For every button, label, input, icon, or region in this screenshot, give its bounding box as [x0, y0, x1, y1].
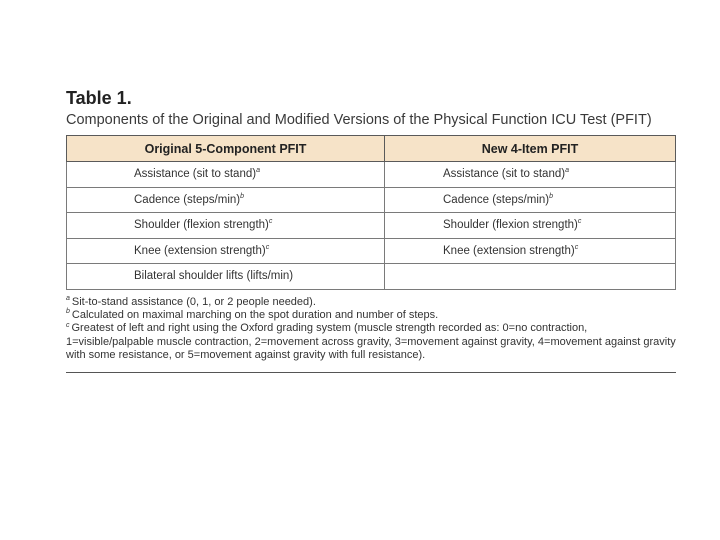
cell-new: Assistance (sit to stand)$^a$: [385, 162, 676, 188]
table-row: [67, 213, 676, 239]
footnote-a: $^a$ Sit-to-stand assistance (0, 1, or 2 people needed).: [66, 294, 316, 308]
cell-new: Cadence (steps/min)$^b$: [385, 187, 676, 213]
cell-new: Knee (extension strength)$^c$: [385, 238, 676, 264]
footnote-mark: a: [565, 167, 569, 175]
footnote-mark: c: [268, 218, 273, 226]
pfit-table: [66, 135, 676, 290]
cell-original: Shoulder (flexion strength)$^c$: [67, 213, 385, 239]
cell-new-empty: [385, 264, 676, 290]
footnote-mark: c: [66, 321, 70, 329]
document: [66, 88, 676, 373]
table-row: [67, 238, 676, 264]
table-row: [67, 162, 676, 188]
header-new: New 4-Item PFIT: [385, 136, 676, 162]
footnote-mark: c: [265, 243, 270, 251]
footnote-mark: a: [256, 167, 260, 175]
cell-new: Shoulder (flexion strength)$^c$: [385, 213, 676, 239]
table-row: [67, 187, 676, 213]
footnote-mark: c: [577, 218, 582, 226]
table-header-row: [67, 136, 676, 162]
footnote-mark: b: [240, 192, 245, 200]
bottom-rule: [66, 372, 676, 373]
cell-original: Bilateral shoulder lifts (lifts/min): [67, 264, 385, 290]
footnote-mark: b: [549, 192, 554, 200]
table-title: Table 1.: [66, 88, 132, 108]
table-caption: Components of the Original and Modified Versions of the Physical Function ICU Test (PFIT): [66, 112, 652, 128]
footnote-b: $^b$ Calculated on maximal marching on the spot duration and number of steps.: [66, 308, 439, 321]
footnote-mark: a: [66, 294, 70, 302]
footnotes: [66, 296, 676, 363]
footnote-mark: c: [574, 243, 579, 251]
header-original: Original 5-Component PFIT: [67, 136, 385, 162]
cell-original: Assistance (sit to stand)$^a$: [67, 162, 385, 188]
cell-original: Knee (extension strength)$^c$: [67, 238, 385, 264]
footnote-mark: b: [66, 308, 70, 316]
table-row: [67, 264, 676, 290]
cell-original: Cadence (steps/min)$^b$: [67, 187, 385, 213]
footnote-c: $^c$ Greatest of left and right using the Oxford grading system (muscle strength recorded as: 0=no contraction, 1=visible/palpable muscle contraction, 2=movement across gravity, 3=movement against gravity, 4=movement against gravity with some resistance, or 5=movement against gravity with full resistance).: [66, 321, 676, 362]
